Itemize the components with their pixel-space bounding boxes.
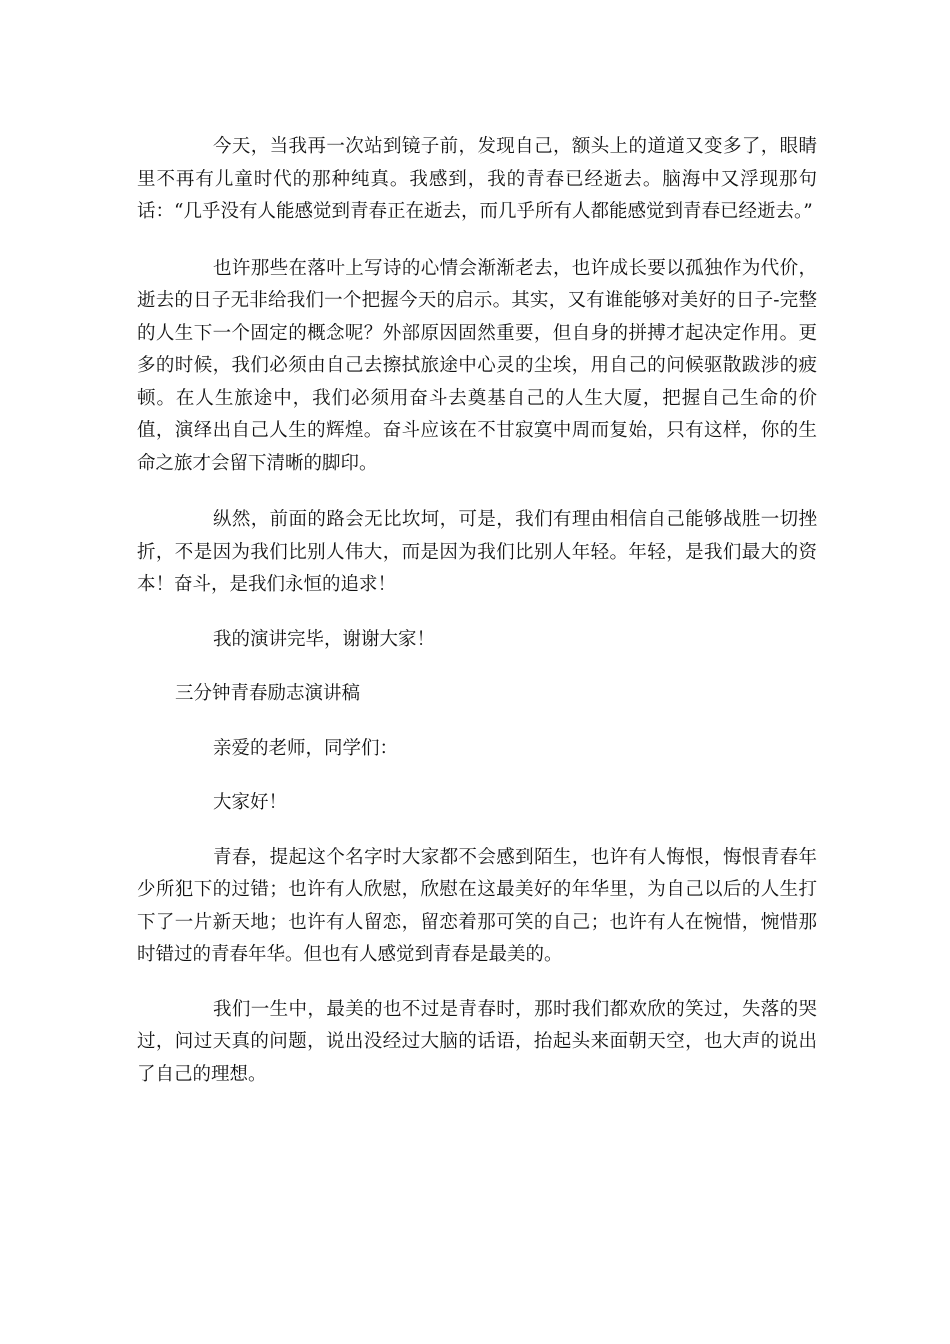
- hello-line: 大家好！: [213, 792, 288, 813]
- paragraph-struggle: 纵然，前面的路会无比坎坷，可是，我们有理由相信自己能够战胜一切挫折，不是因为我们比别人伟大，而是因为我们比别人年轻。年轻，是我们最大的资本！奋斗，是我们永恒的追求！: [137, 509, 817, 595]
- paragraph-youth: 青春，提起这个名字时大家都不会感到陌生，也许有人悔恨，悔恨青春年少所犯下的过错；也许有人欣慰，欣慰在这最美好的年华里，为自己以后的人生打下了一片新天地；也许有人留恋，留恋着那可笑的自己；也许有人在惋惜，惋惜那时错过的青春年华。但也有人感觉到青春是最美的。: [137, 846, 817, 965]
- section-title: 三分钟青春励志演讲稿: [175, 683, 361, 704]
- paragraph-life: 我们一生中，最美的也不过是青春时，那时我们都欢欣的笑过，失落的哭过，问过天真的问题，说出没经过大脑的话语，抬起头来面朝天空，也大声的说出了自己的理想。: [137, 998, 817, 1085]
- paragraph-closing: 我的演讲完毕，谢谢大家！: [213, 628, 436, 650]
- paragraph-mirror: 今天，当我再一次站到镜子前，发现自己，额头上的道道又变多了，眼睛里不再有儿童时代的那种纯真。我感到，我的青春已经逝去。脑海中又浮现那句话：“几乎没有人能感觉到青春正在逝去，而几乎所有人都能感觉到青春已经逝去。”: [137, 136, 817, 222]
- paragraph-growth: 也许那些在落叶上写诗的心情会渐渐老去，也许成长要以孤独作为代价，逝去的日子无非给我们一个把握今天的启示。其实，又有谁能够对美好的日子-完整的人生下一个固定的概念呢？外部原因固然重要，但自身的拼搏才起决定作用。更多的时候，我们必须由自己去擦拭旅途中心灵的尘埃，用自己的问候驱散跋涉的疲顿。在人生旅途中，我们必须用奋斗去奠基自己的人生大厦，把握自己生命的价值，演绎出自己人生的辉煌。奋斗应该在不甘寂寞中周而复始，只有这样，你的生命之旅才会留下清晰的脚印。: [137, 257, 817, 474]
- greeting-line: 亲爱的老师，同学们：: [213, 737, 399, 759]
- document-page: [137, 131, 817, 1091]
